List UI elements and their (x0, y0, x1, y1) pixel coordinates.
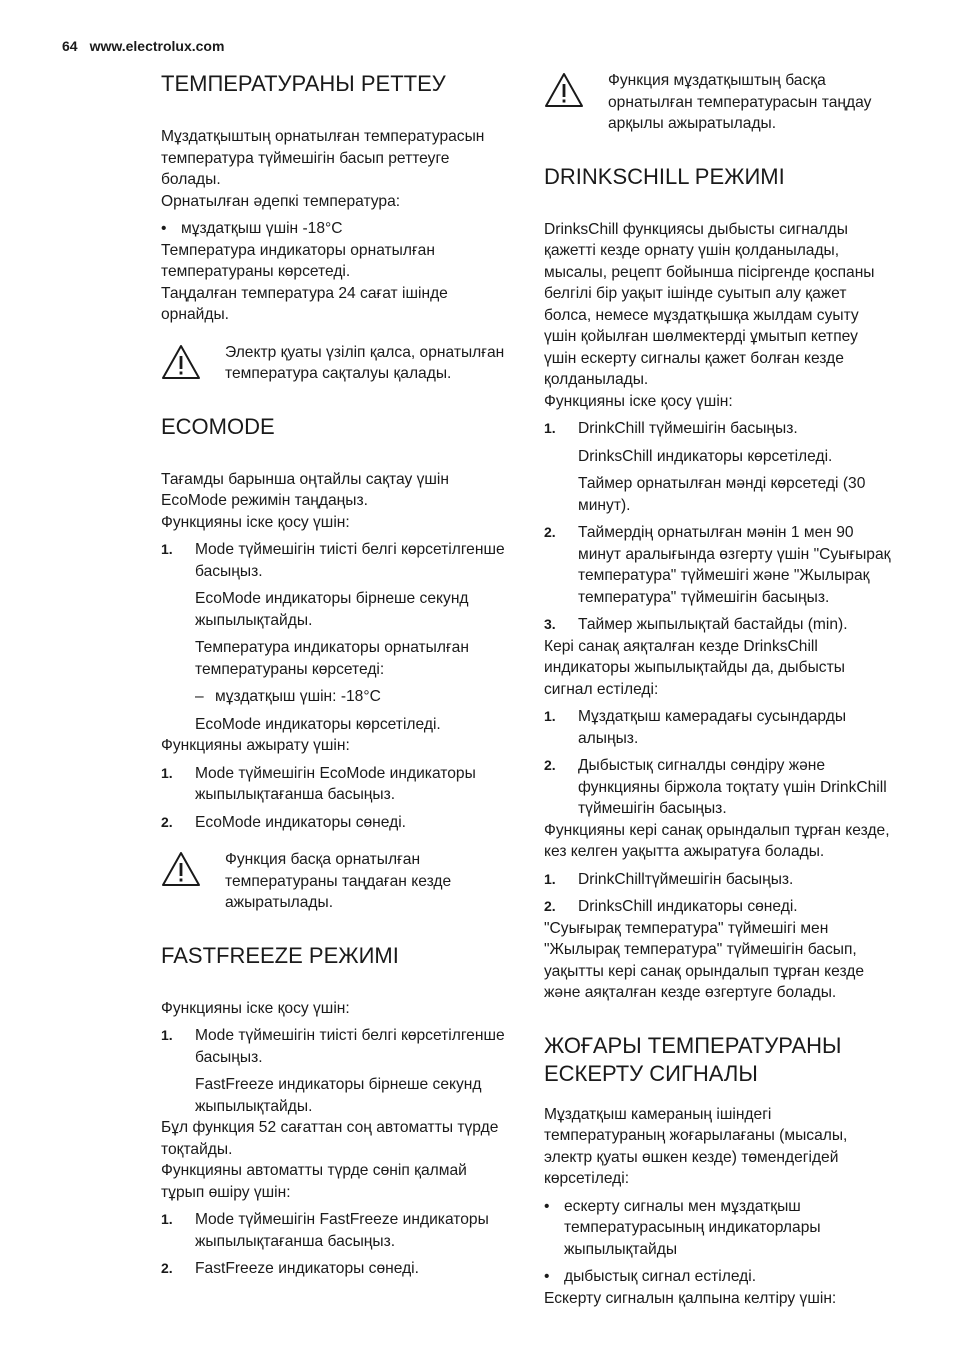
paragraph: Ескерту сигналын қалпына келтіру үшін: (544, 1289, 837, 1307)
step-item: 1. Mode түймешігін EcoMode индикаторы жыпылықтағанша басыңыз. (161, 764, 476, 803)
warning-icon (544, 72, 584, 108)
paragraph: Орнатылған әдепкі температура: (161, 192, 401, 210)
step-item: 1. DrinkChillтүймешігін басыңыз. (544, 870, 794, 888)
section-title-fastfreeze: FASTFREEZE РЕЖИМІ (161, 942, 399, 968)
step-item: 3. Таймер жыпылықтай бастайды (min). (544, 616, 848, 633)
step-item: 2. DrinksChill индикаторы сөнеді. (544, 898, 798, 915)
step-detail: EcoMode индикаторы көрсетіледі. (195, 715, 441, 733)
step-detail: FastFreeze индикаторы бірнеше секунд жыпылықтайды. (195, 1076, 482, 1115)
step-item: 2. EcoMode индикаторы сөнеді. (161, 813, 406, 831)
right-column (544, 70, 894, 1309)
paragraph: Тағамды барынша оңтайлы сақтау үшін EcoMode режимін таңдаңыз. (161, 470, 450, 509)
step-item: 2. Дыбыстық сигналды сөндіру және функцияны біржола тоқтату үшін DrinkChill түймешігін басыңыз. (544, 757, 887, 817)
warning-note (161, 849, 506, 914)
bullet-item: • ескерту сигналы мен мұздатқыш температурасының индикаторлары жыпылықтайды (544, 1197, 821, 1258)
step-detail: Таймер орнатылған мәнді көрсетеді (30 минут). (578, 475, 866, 514)
warning-text: Электр қуаты үзіліп қалса, орнатылған температура сақталуы қалады. (225, 343, 505, 382)
page-header (62, 38, 224, 54)
warning-text: Функция мұздатқыштың басқа орнатылған температурасын таңдау арқылы ажыратылады. (608, 72, 872, 132)
step-item: 1. Mode түймешігін тиісті белгі көрсетілгенше басыңыз. (161, 541, 505, 580)
paragraph: DrinksChill функциясы дыбысты сигналды қажетті кезде орнату үшін қолданылады, мысалы, рецепт бойынша пісіргенде қоспаны белгілі бір уақыт ішінде суытып алу қажет болса, немесе мұздатқышқа жылдам суыту үшін қойылған шөлмектерді ұмытып кетпеу үшін ескерту сигналы қажет болған кезде қолданылады. (544, 220, 875, 388)
step-detail: DrinksChill индикаторы көрсетіледі. (578, 447, 833, 465)
page-number: 64 (62, 38, 78, 54)
paragraph: Мұздатқыш камераның ішіндегі температураның жоғарылағаны (мысалы, электр қуаты өшкен кезде) төмендегідей көрсетіледі: (544, 1105, 848, 1187)
paragraph: "Суығырақ температура" түймешігі мен "Жылырақ температура" түймешігін басып, уақытты кері санақ орындалып тұрған кезде және аяқталған кезде өзгертуге болады. (544, 919, 865, 1001)
section-title-high-temp-alarm: ЖОҒАРЫ ТЕМПЕРАТУРАНЫ ЕСКЕРТУ СИГНАЛЫ (544, 1032, 842, 1086)
section-title-temperature: ТЕМПЕРАТУРАНЫ РЕТТЕУ (161, 71, 446, 96)
warning-note (544, 70, 894, 135)
paragraph: Кері санақ аяқталған кезде DrinksChill индикаторы жыпылықтайды да, дыбысты сигнал естіледі: (544, 637, 845, 698)
paragraph: Функцияны автоматты түрде сөніп қалмай тұрып өшіру үшін: (161, 1162, 467, 1201)
step-item: 1. Мұздатқыш камерадағы сусындарды алыңыз. (544, 708, 847, 747)
paragraph: Функцияны іске қосу үшін: (544, 392, 733, 410)
step-item: 2. Таймердің орнатылған мәнін 1 мен 90 минут аралығында өзгерту үшін "Суығырақ температура" түймешігі және "Жылырақ температура" түймешігін басыңыз. (544, 524, 891, 606)
paragraph: Бұл функция 52 сағаттан соң автоматты түрде тоқтайды. (161, 1119, 499, 1158)
warning-text: Функция басқа орнатылған температураны таңдаған кезде ажыратылады. (225, 851, 452, 911)
paragraph: Температура индикаторы орнатылған температураны көрсетеді. (161, 241, 435, 280)
bullet-item: • мұздатқыш үшін -18°C (161, 220, 343, 237)
paragraph: Функцияны кері санақ орындалып тұрған кезде, кез келген уақытта ажыратуға болады. (544, 821, 890, 860)
step-item: 1. Mode түймешігін FastFreeze индикаторы жыпылықтағанша басыңыз. (161, 1211, 489, 1250)
step-detail: Температура индикаторы орнатылған температураны көрсетеді: (195, 639, 469, 678)
site-url: www.electrolux.com (89, 38, 225, 54)
warning-note (161, 342, 506, 385)
dash-item: – мұздатқыш үшін: -18°C (195, 688, 381, 705)
section-title-ecomode: ECOMODE (161, 413, 275, 439)
section-title-drinkschill: DRINKSCHILL РЕЖИМІ (544, 163, 785, 189)
step-detail: EcoMode индикаторы бірнеше секунд жыпылықтайды. (195, 590, 469, 629)
left-column (161, 70, 506, 1280)
bullet-item: • дыбыстық сигнал естіледі. (544, 1268, 757, 1285)
step-item: 1. DrinkChill түймешігін басыңыз. (544, 420, 798, 437)
paragraph: Мұздатқыштың орнатылған температурасын температура түймешігін басып реттеуге болады. (161, 128, 485, 188)
paragraph: Таңдалған температура 24 сағат ішінде орнайды. (161, 284, 448, 323)
paragraph: Функцияны іске қосу үшін: (161, 513, 350, 531)
paragraph: Функцияны ажырату үшін: (161, 737, 350, 754)
paragraph: Функцияны іске қосу үшін: (161, 999, 350, 1017)
step-item: 1. Mode түймешігін тиісті белгі көрсетілгенше басыңыз. (161, 1027, 505, 1066)
step-item: 2. FastFreeze индикаторы сөнеді. (161, 1260, 419, 1277)
warning-icon (161, 851, 201, 887)
warning-icon (161, 344, 201, 380)
